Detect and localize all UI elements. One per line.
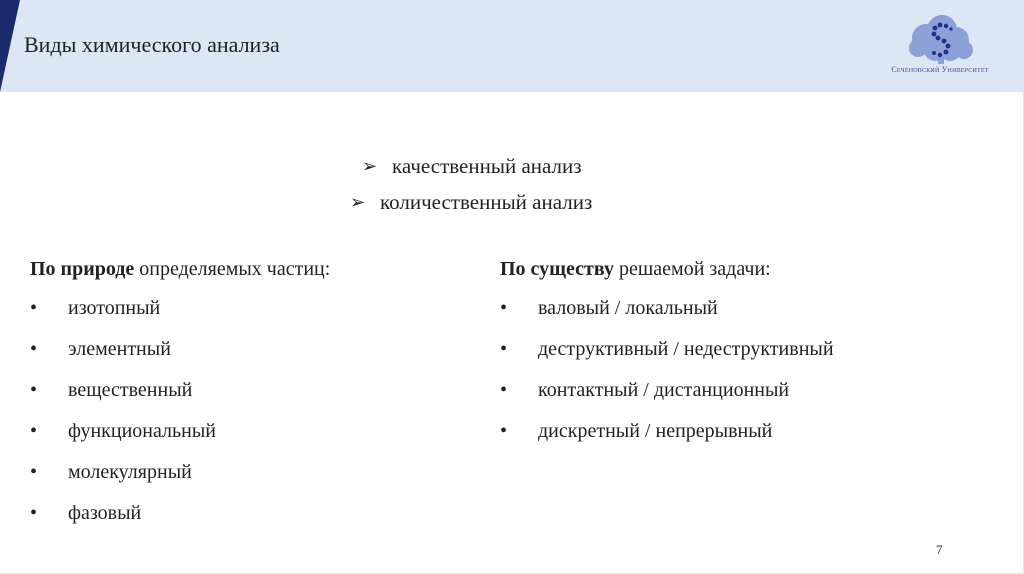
list-item xyxy=(30,493,330,534)
list-item xyxy=(500,370,834,411)
header-accent-stripe xyxy=(0,0,20,92)
right-column-heading xyxy=(500,250,834,288)
bullet-icon: • xyxy=(30,338,38,360)
bullet-icon: • xyxy=(500,338,508,360)
logo-caption: Сеченовский Университет xyxy=(891,65,989,74)
arrow-bullet-icon: ➢ xyxy=(362,155,378,176)
bullet-icon: • xyxy=(30,502,38,524)
list-item-label: вещественный xyxy=(68,379,193,401)
list-item xyxy=(30,370,330,411)
list-item xyxy=(500,288,834,329)
arrow-bullet-icon: ➢ xyxy=(350,191,366,212)
type-label: качественный анализ xyxy=(392,153,582,178)
list-item xyxy=(30,452,330,493)
bullet-icon: • xyxy=(30,297,38,319)
list-item-label: изотопный xyxy=(68,297,161,319)
list-item xyxy=(500,329,834,370)
right-column xyxy=(500,250,834,452)
list-item xyxy=(30,411,330,452)
list-item-label: деструктивный / недеструктивный xyxy=(538,338,834,360)
bullet-icon: • xyxy=(500,297,508,319)
left-column-heading xyxy=(30,250,330,288)
list-item xyxy=(500,411,834,452)
bullet-icon: • xyxy=(500,379,508,401)
list-item-label: элементный xyxy=(68,338,171,360)
type-quantitative xyxy=(350,184,592,220)
heading-rest: определяемых частиц: xyxy=(134,258,331,280)
list-item xyxy=(30,288,330,329)
bullet-icon: • xyxy=(30,379,38,401)
type-label: количественный анализ xyxy=(380,189,593,214)
heading-rest: решаемой задачи: xyxy=(614,258,771,280)
analysis-types xyxy=(350,148,592,220)
bullet-icon: • xyxy=(30,420,38,442)
bullet-icon: • xyxy=(30,461,38,483)
left-column xyxy=(30,250,330,534)
list-item-label: дискретный / непрерывный xyxy=(538,420,773,442)
list-item xyxy=(30,329,330,370)
type-qualitative xyxy=(362,148,592,184)
list-item-label: контактный / дистанционный xyxy=(538,379,790,401)
list-item-label: валовый / локальный xyxy=(538,297,718,319)
list-item-label: фазовый xyxy=(68,502,142,524)
page-number: 7 xyxy=(936,542,943,557)
list-item-label: молекулярный xyxy=(68,461,192,483)
slide-title: Виды химического анализа xyxy=(24,32,280,57)
list-item-label: функциональный xyxy=(68,420,216,442)
heading-bold: По природе xyxy=(30,258,135,280)
heading-bold: По существу xyxy=(500,258,614,280)
bullet-icon: • xyxy=(500,420,508,442)
